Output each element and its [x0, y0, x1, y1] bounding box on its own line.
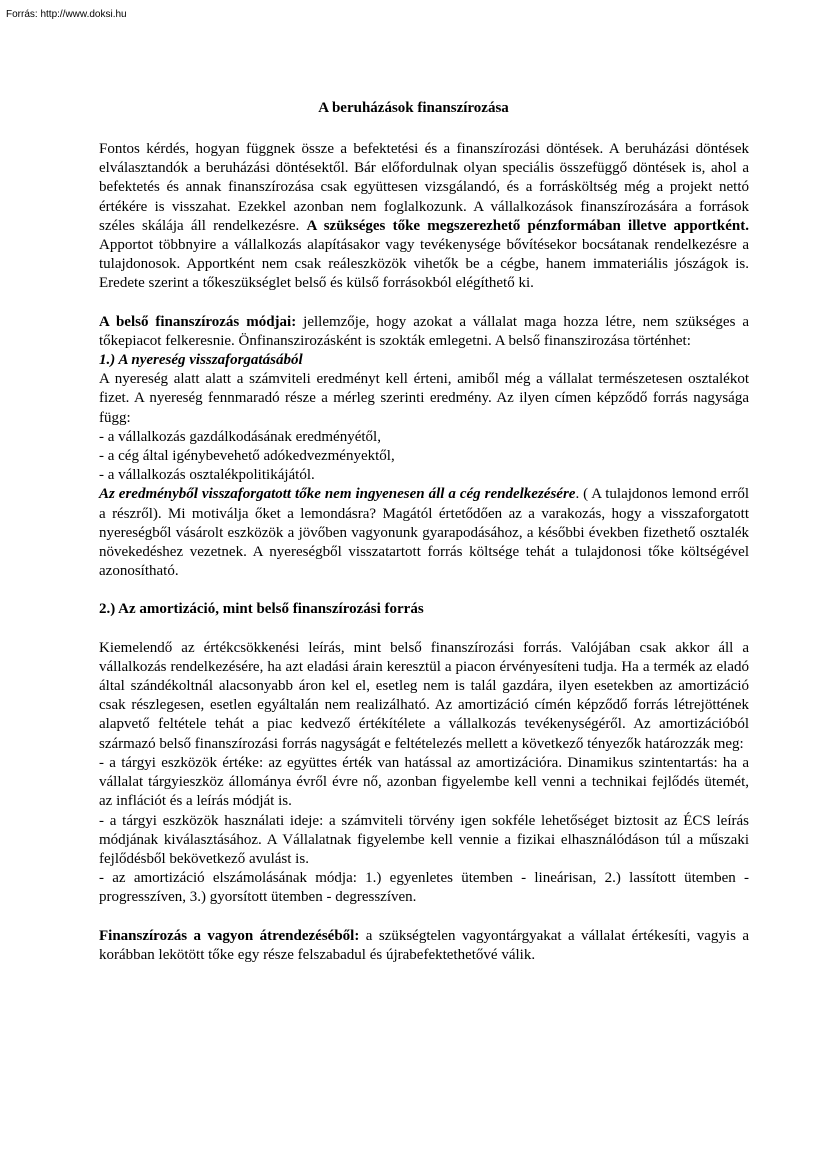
profit-cost-paragraph	[99, 485, 749, 581]
amortization-factor: - a tárgyi eszközök értéke: az együttes érték van hatással az amortizációra. Dinamikus szintentartás: ha a vállalat tárgyieszköz állománya évről évre nő, azonban figyelembe kell venni a technikai fejlődés ütemét, az inflációt és a leírás módját is.	[99, 754, 749, 810]
profit-list-item: - a cég által igénybevehető adókedvezményektől,	[99, 448, 395, 465]
restructuring-paragraph	[99, 927, 749, 965]
restructuring-bold: Finanszírozás a vagyon átrendezéséből:	[99, 927, 360, 944]
profit-list-item: - a vállalkozás gazdálkodásának eredményétől,	[99, 428, 381, 445]
restructuring-text: a szükségtelen vagyontárgyakat a vállalat értékesíti, vagyis a korábban lekötött tőke egy része felszabadul és újrabefektethetővé válik.	[99, 927, 749, 963]
document-body	[99, 140, 749, 965]
profit-text: A nyereség alatt alatt a számviteli eredményt kell érteni, amiből még a vállalat természetesen osztalékot fizet. A nyereség fennmaradó része a mérleg szerinti eredmény. Az ilyen címen képződő forrás nagysága függ:	[99, 371, 749, 426]
amortization-heading: 2.) Az amortizáció, mint belső finanszírozási forrás	[99, 601, 424, 618]
profit-text-after: . ( A tulajdonos lemond erről a részről). Mi motiválja őket a lemondásra? Magától értetődően az a varakozás, hogy a visszaforgatott nyereségből vásárolt eszközök a jövőben vagyonunk gyarapodásához, a későbbi években fizethető osztalék növekedéshez vezetnek. A nyereségből visszatartott forrás költsége tehát a tulajdonosi tőke költségével azonosítható.	[99, 486, 749, 580]
profit-heading: 1.) A nyereség visszaforgatásából	[99, 352, 303, 369]
amortization-text: Kiemelendő az értékcsökkenési leírás, mint belső finanszírozási forrás. Valójában csak akkor áll a vállalkozás rendelkezésére, ha azt eladási árain keresztül a piacon érvényesíteni tudja. Ha a termék az eladó által szándékoltnál alacsonyabb áron kel el, esetleg nem is talál gazdára, ilyen esetekben az amortizáció csak részlegesen, esetlen egyáltalán nem realizálható. Az amortizáció címén képződő forrás létrejöttének alapvető feltétele tehát a piac kedvező értékítélete a vállalkozás tevékenységéről. Az amortizációból származó belső finanszírozási forrás nagyságát e feltételezés mellett a következő tényezők határozzák meg:	[99, 639, 749, 752]
source-url: Forrás: http://www.doksi.hu	[6, 9, 127, 20]
internal-text: jellemzője, hogy azokat a vállalat maga hozza létre, nem szükséges a tőkepiacot felkeresnie. Önfinanszirozásként is szokták emlegetni. A belső finanszirozása történhet:	[99, 313, 749, 349]
intro-text-b: Apportot többnyire a vállalkozás alapításakor vagy tevékenysége bővítésekor bocsátanak rendelkezésre a tulajdonosok. Apportként nem csak reáleszközök vihetők be a cégbe, hanem immateriális jószágok is. Eredete szerint a tőkeszükséglet belső és külső forrásokból elégíthető ki.	[99, 237, 749, 292]
amortization-factor: - az amortizáció elszámolásának módja: 1.) egyenletes ütemben - lineárisan, 2.) lassított ütemben - progresszíven, 3.) gyorsított ütemben - degresszíven.	[99, 870, 749, 906]
intro-paragraph	[99, 140, 749, 294]
document-title: A beruházások finanszírozása	[318, 100, 509, 116]
intro-bold: A szükséges tőke megszerezhető pénzformában illetve apportként.	[306, 217, 749, 234]
internal-paragraph	[99, 313, 749, 351]
profit-list-item: - a vállalkozás osztalékpolitikájától.	[99, 467, 315, 484]
internal-bold: A belső finanszírozás módjai:	[99, 313, 297, 330]
intro-text-a: Fontos kérdés, hogyan függnek össze a befektetési és a finanszírozási döntések. A beruházási döntések elválasztandók a beruházási döntésektől. Bár előfordulnak olyan speciális összefüggő döntések is, ahol a befektetés és annak finanszírozása csak együttesen vizsgálandó, és a forrásköltség még a projekt nettó értékére is visszahat. Ezekkel azonban nem foglalkozunk. A vállalkozások finanszírozására a források széles skálája áll rendelkezésre.	[99, 141, 749, 234]
amortization-factor: - a tárgyi eszközök használati ideje: a számviteli törvény igen sokféle lehetőséget biztosit az ÉCS leírás módjának kiválasztásához. A Vállalatnak figyelembe kell vennie a fizikai elhasználódáson túl a műszaki fejlődésből bekövetkező avulást is.	[99, 812, 749, 867]
profit-bold-italic: Az eredményből visszaforgatott tőke nem ingyenesen áll a cég rendelkezésére	[99, 486, 576, 503]
